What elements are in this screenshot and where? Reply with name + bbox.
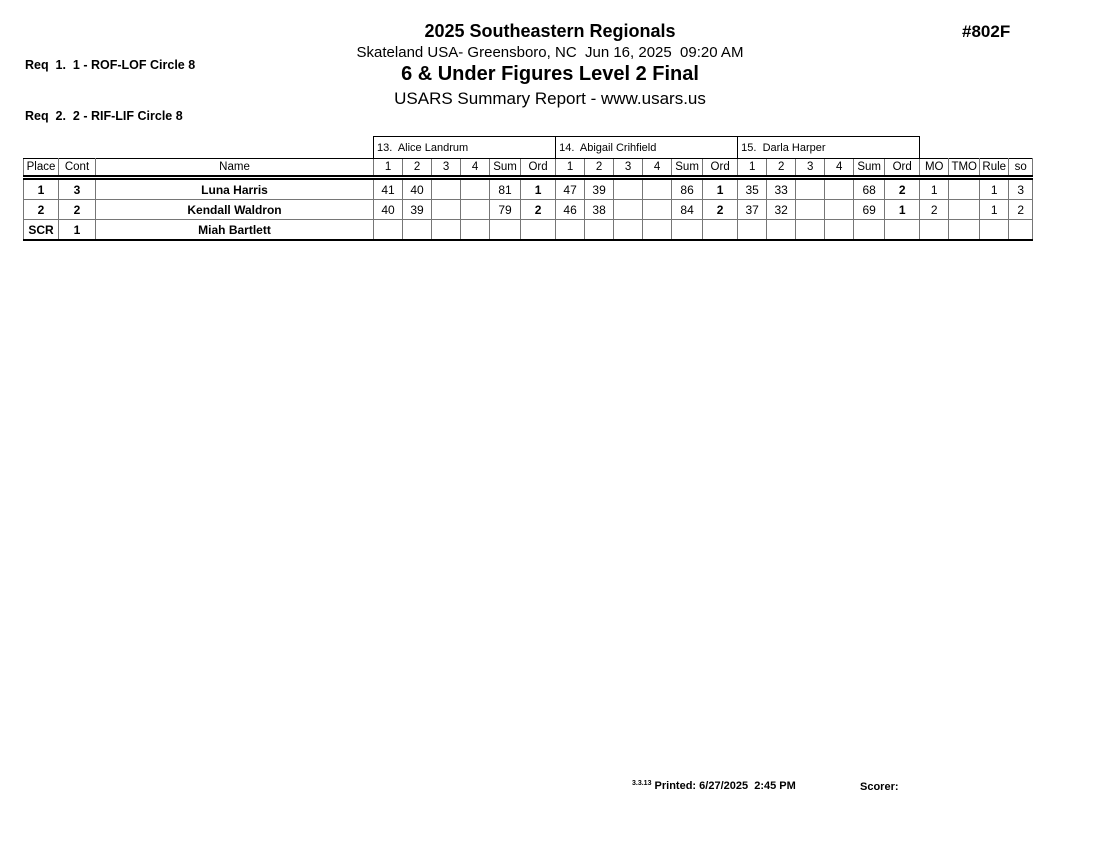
col-header-score1: 1 bbox=[556, 159, 585, 178]
score-cell: 39 bbox=[585, 178, 614, 200]
req-line-2: Req 2. 2 - RIF-LIF Circle 8 bbox=[25, 109, 183, 123]
table-row bbox=[24, 178, 1033, 200]
cont-cell: 3 bbox=[59, 178, 96, 200]
score-cell: 32 bbox=[767, 200, 796, 220]
cont-cell: 1 bbox=[59, 220, 96, 241]
col-header-score2: 2 bbox=[585, 159, 614, 178]
score-cell: 41 bbox=[374, 178, 403, 200]
judge-label-14: 14. Abigail Crihfield bbox=[556, 137, 738, 159]
score-cell bbox=[461, 178, 490, 200]
ord-cell: 2 bbox=[885, 178, 920, 200]
col-header-name: Name bbox=[96, 159, 374, 178]
col-header-score2: 2 bbox=[403, 159, 432, 178]
score-cell bbox=[461, 220, 490, 241]
col-header-so: so bbox=[1009, 159, 1033, 178]
ord-cell: 2 bbox=[521, 200, 556, 220]
cont-cell: 2 bbox=[59, 200, 96, 220]
col-header-score1: 1 bbox=[374, 159, 403, 178]
report-header bbox=[0, 20, 1100, 110]
score-cell: 47 bbox=[556, 178, 585, 200]
score-cell: 37 bbox=[738, 200, 767, 220]
mo-cell: 2 bbox=[920, 200, 949, 220]
score-cell bbox=[825, 220, 854, 241]
so-cell: 3 bbox=[1009, 178, 1033, 200]
score-cell: 33 bbox=[767, 178, 796, 200]
mo-cell bbox=[920, 220, 949, 241]
score-cell bbox=[614, 178, 643, 200]
judge-label-13: 13. Alice Landrum bbox=[374, 137, 556, 159]
version-superscript: 3.3.13 bbox=[632, 780, 652, 787]
ord-cell bbox=[703, 220, 738, 241]
scorer-label: Scorer: bbox=[860, 781, 899, 793]
score-cell bbox=[556, 220, 585, 241]
sum-cell: 68 bbox=[854, 178, 885, 200]
competition-title: 2025 Southeastern Regionals bbox=[424, 21, 676, 41]
ord-cell bbox=[521, 220, 556, 241]
ord-cell bbox=[885, 220, 920, 241]
name-cell: Kendall Waldron bbox=[96, 200, 374, 220]
score-cell bbox=[432, 200, 461, 220]
col-header-rule: Rule bbox=[980, 159, 1009, 178]
sum-cell bbox=[672, 220, 703, 241]
score-cell bbox=[614, 200, 643, 220]
name-cell: Miah Bartlett bbox=[96, 220, 374, 241]
score-cell: 40 bbox=[403, 178, 432, 200]
req-line-1: Req 1. 1 - ROF-LOF Circle 8 bbox=[25, 58, 196, 72]
score-cell: 40 bbox=[374, 200, 403, 220]
col-header-score1: 1 bbox=[738, 159, 767, 178]
col-header-score3: 3 bbox=[432, 159, 461, 178]
score-cell bbox=[825, 200, 854, 220]
col-header-sum: Sum bbox=[854, 159, 885, 178]
col-header-ord: Ord bbox=[885, 159, 920, 178]
col-header-ord: Ord bbox=[521, 159, 556, 178]
printed-value: 6/27/2025 2:45 PM bbox=[699, 780, 796, 792]
col-header-score2: 2 bbox=[767, 159, 796, 178]
score-cell bbox=[614, 220, 643, 241]
tmo-cell bbox=[949, 178, 980, 200]
tmo-cell bbox=[949, 220, 980, 241]
rule-cell: 1 bbox=[980, 178, 1009, 200]
score-cell bbox=[796, 178, 825, 200]
col-header-score3: 3 bbox=[614, 159, 643, 178]
sum-cell: 84 bbox=[672, 200, 703, 220]
ord-cell: 1 bbox=[703, 178, 738, 200]
sum-cell bbox=[854, 220, 885, 241]
judge-label-15: 15. Darla Harper bbox=[738, 137, 920, 159]
score-cell bbox=[796, 200, 825, 220]
score-cell: 35 bbox=[738, 178, 767, 200]
score-cell bbox=[643, 220, 672, 241]
score-cell bbox=[767, 220, 796, 241]
table-row bbox=[24, 200, 1033, 220]
results-table-wrap bbox=[23, 136, 1033, 241]
place-cell: SCR bbox=[24, 220, 59, 241]
name-cell: Luna Harris bbox=[96, 178, 374, 200]
score-cell bbox=[585, 220, 614, 241]
table-row bbox=[24, 220, 1033, 241]
rule-cell bbox=[980, 220, 1009, 241]
sum-cell bbox=[490, 220, 521, 241]
score-cell bbox=[643, 178, 672, 200]
judge-row-spacer bbox=[24, 137, 374, 159]
score-cell bbox=[738, 220, 767, 241]
col-header-place: Place bbox=[24, 159, 59, 178]
sum-cell: 79 bbox=[490, 200, 521, 220]
col-header-sum: Sum bbox=[672, 159, 703, 178]
col-header-tmo: TMO bbox=[949, 159, 980, 178]
place-cell: 2 bbox=[24, 200, 59, 220]
col-header-score3: 3 bbox=[796, 159, 825, 178]
judge-header-row bbox=[24, 137, 1033, 159]
col-header-score4: 4 bbox=[825, 159, 854, 178]
score-cell: 46 bbox=[556, 200, 585, 220]
so-cell bbox=[1009, 220, 1033, 241]
score-cell: 38 bbox=[585, 200, 614, 220]
printed-label: Printed: bbox=[654, 780, 697, 792]
ord-cell: 2 bbox=[703, 200, 738, 220]
col-header-score4: 4 bbox=[643, 159, 672, 178]
col-header-ord: Ord bbox=[703, 159, 738, 178]
sum-cell: 69 bbox=[854, 200, 885, 220]
so-cell: 2 bbox=[1009, 200, 1033, 220]
report-title: USARS Summary Report - www.usars.us bbox=[394, 89, 706, 108]
mo-cell: 1 bbox=[920, 178, 949, 200]
score-cell bbox=[461, 200, 490, 220]
score-cell bbox=[403, 220, 432, 241]
judge-row-spacer bbox=[920, 137, 1033, 159]
score-cell bbox=[825, 178, 854, 200]
event-number: #802F bbox=[962, 22, 1011, 41]
sum-cell: 81 bbox=[490, 178, 521, 200]
col-header-cont: Cont bbox=[59, 159, 96, 178]
score-cell: 39 bbox=[403, 200, 432, 220]
event-title: 6 & Under Figures Level 2 Final bbox=[401, 63, 699, 85]
score-cell bbox=[796, 220, 825, 241]
score-cell bbox=[643, 200, 672, 220]
col-header-sum: Sum bbox=[490, 159, 521, 178]
sum-cell: 86 bbox=[672, 178, 703, 200]
tmo-cell bbox=[949, 200, 980, 220]
ord-cell: 1 bbox=[885, 200, 920, 220]
score-cell bbox=[432, 178, 461, 200]
score-cell bbox=[432, 220, 461, 241]
venue-datetime: Skateland USA- Greensboro, NC Jun 16, 2025 09:20 AM bbox=[356, 44, 744, 61]
column-header-row bbox=[24, 159, 1033, 178]
place-cell: 1 bbox=[24, 178, 59, 200]
ord-cell: 1 bbox=[521, 178, 556, 200]
results-table bbox=[23, 136, 1033, 241]
col-header-score4: 4 bbox=[461, 159, 490, 178]
rule-cell: 1 bbox=[980, 200, 1009, 220]
printed-line bbox=[632, 780, 796, 792]
score-cell bbox=[374, 220, 403, 241]
col-header-mo: MO bbox=[920, 159, 949, 178]
